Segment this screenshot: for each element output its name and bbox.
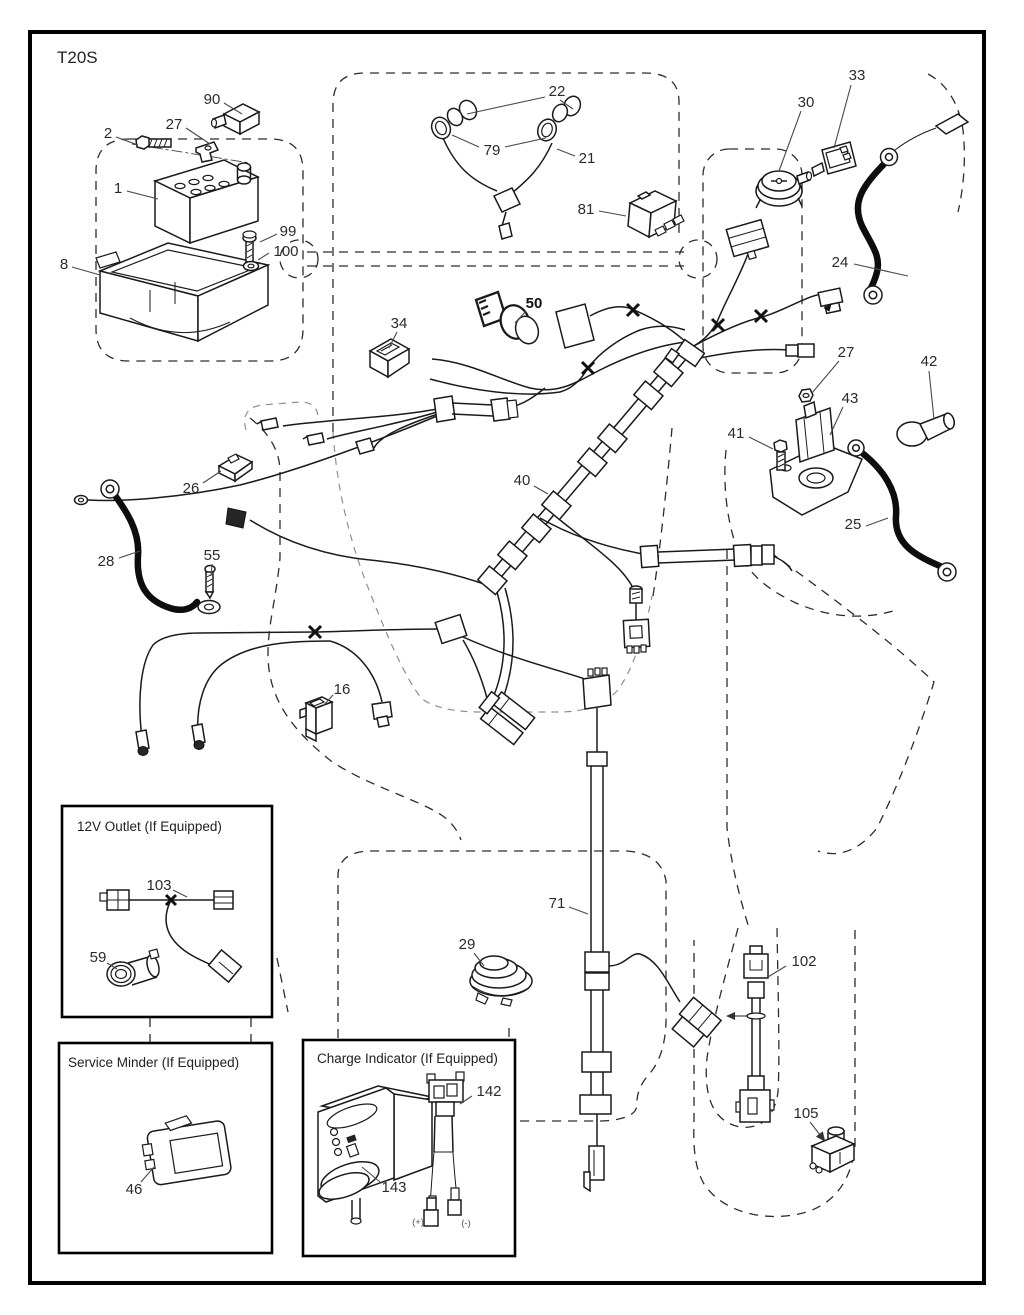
callout-90: 90 [203,91,221,108]
callout-8: 8 [59,256,69,273]
callout-25: 25 [844,516,862,533]
callout-46: 46 [125,1181,143,1198]
callout-79: 79 [483,142,501,159]
callout-26: 26 [182,480,200,497]
washer-100 [244,262,259,271]
callout-55: 55 [203,547,221,564]
callout-(-): (-) [461,1218,471,1229]
callout-2: 2 [103,125,113,142]
callout-71: 71 [548,895,566,912]
diagram-title: T20S [57,48,98,67]
callout-(+): (+) [412,1217,424,1228]
callout-40: 40 [513,472,531,489]
callout-22: 22 [548,83,566,100]
callout-21: 21 [578,150,596,167]
callout-105: 105 [793,1105,819,1122]
callout-34: 34 [390,315,408,332]
callout-50: 50 [525,295,543,312]
callout-1: 1 [113,180,123,197]
callout-99: 99 [279,223,297,240]
callout-28: 28 [97,553,115,570]
inset-title-outlet: 12V Outlet (If Equipped) [77,819,222,834]
inset-title-charge: Charge Indicator (If Equipped) [317,1051,498,1066]
callout-81: 81 [577,201,595,218]
callout-27: 27 [837,344,855,361]
callout-103: 103 [146,877,172,894]
callout-30: 30 [797,94,815,111]
callout-24: 24 [831,254,849,271]
callout-16: 16 [333,681,351,698]
callout-59: 59 [89,949,107,966]
callout-143: 143 [381,1179,407,1196]
inset-title-service: Service Minder (If Equipped) [68,1055,240,1070]
callout-142: 142 [476,1083,502,1100]
callout-102: 102 [791,953,817,970]
callout-33: 33 [848,67,866,84]
callout-41: 41 [727,425,745,442]
callout-27: 27 [165,116,183,133]
callout-29: 29 [458,936,476,953]
nut-27 [799,389,813,402]
dark-connector [226,508,246,528]
callout-42: 42 [920,353,938,370]
callout-100: 100 [273,243,299,260]
callout-43: 43 [841,390,859,407]
